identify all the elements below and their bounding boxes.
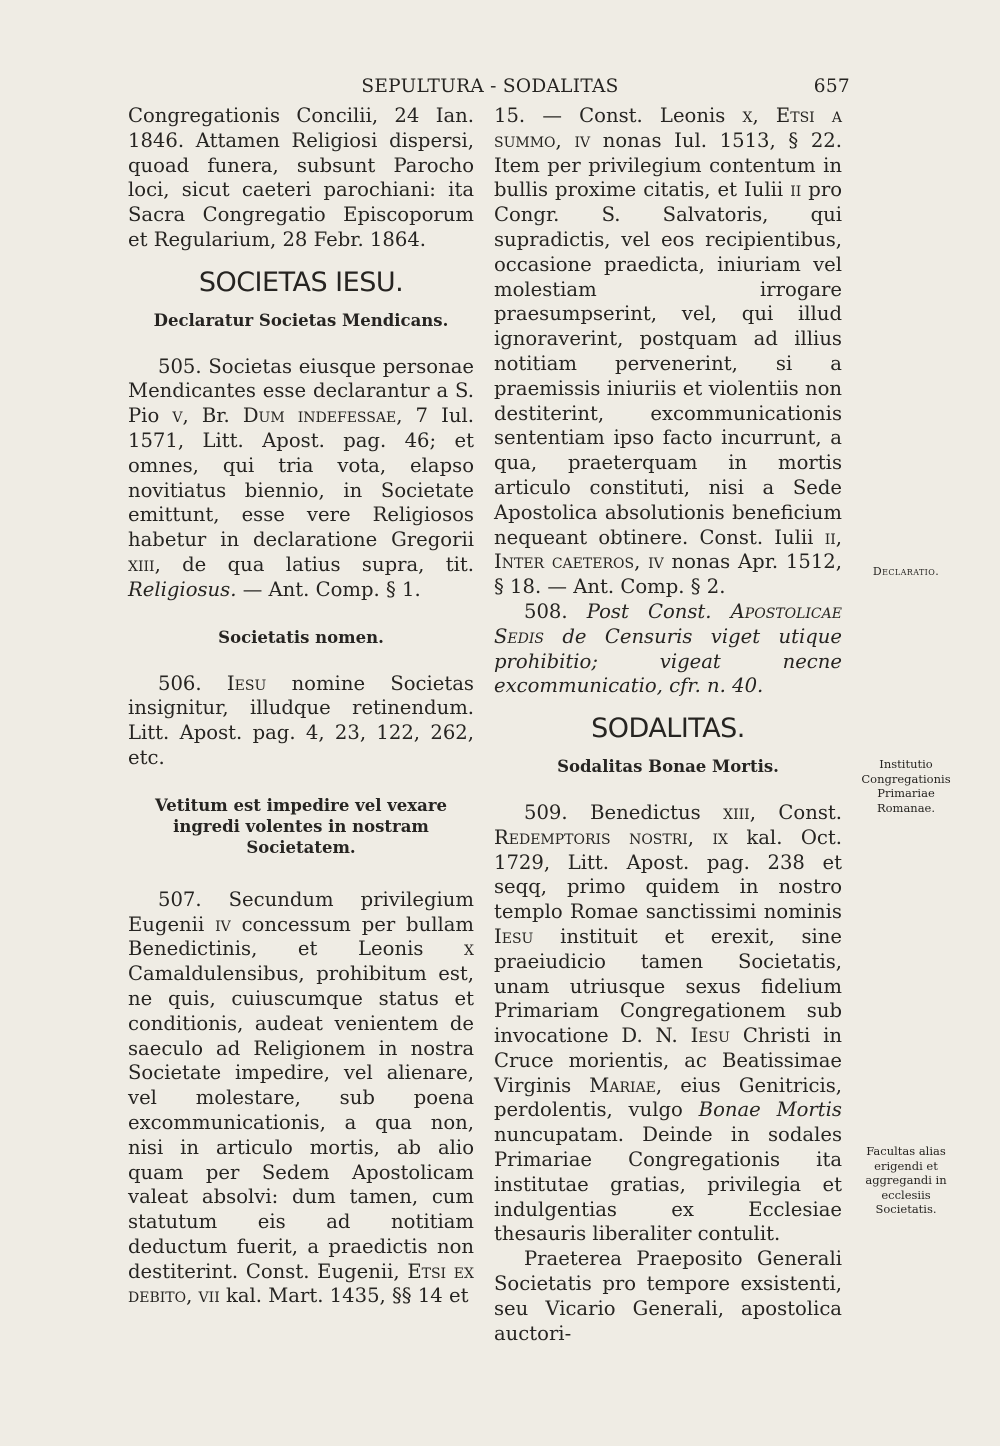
paragraph-506: 506. Iesu nomine Societas insignitur, illudque retinendum. Litt. Apost. pag. 4, 23, 122, 262, etc. <box>128 671 474 769</box>
page-number: 657 <box>813 76 850 97</box>
left-column <box>128 104 474 1309</box>
paragraph-continued-right: 15. — Const. Leonis x, Etsi a summo, iv nonas Iul. 1513, § 22. Item per privilegium contentum in bullis proxime citatis, et Iulii ii pro Congr. S. Salvatoris, qui supradictis, vel eos recipientibus, occasione praedicta, iniuriam vel molestiam irrogare praesumpserint, vel, qui illud ignoraverint, postquam ad illius notitiam pervenerint, si a praemissis iniuriis et violentiis non destiterint, excommunicationis sententiam ipso facto incurrunt, a qua, praeterquam in mortis articulo constituti, nisi a Sede Apostolica absolutionis beneficium nequeant obtinere. Const. Iulii ii, Inter caeteros, iv nonas Apr. 1512, § 18. — Ant. Comp. § 2. <box>494 104 843 599</box>
margin-note-facultas: Facultas alias erigendi et aggregandi in ecclesiis Societatis. <box>865 1144 947 1216</box>
paragraph-509: 509. Benedictus xiii, Const. Redemptoris nostri, ix kal. Oct. 1729, Litt. Apost. pag. 238 et seqq, primo quidem in nostro templo Romae sanctissimi nominis Iesu instituit et erexit, sine praeiudicio tamen Societatis, unam utriusque sexus fidelium Primariam Congregationem sub invocatione D. N. Iesu Christi in Cruce morientis, ac Beatissimae Virginis Mariae, eius Genitricis, perdolentis, vulgo Bonae Mortis nuncupatam. Deinde in sodales Primariae Congregationis ita institutae gratias, privilegia et indulgentias ex Ecclesiae thesauris liberaliter contulit. <box>494 800 843 1246</box>
section-title-sodalitas: SODALITAS. <box>591 713 745 745</box>
subheading-nomen: Societatis nomen. <box>218 627 384 647</box>
paragraph-508: 508. Post Const. Apostolicae Sedis de Censuris viget utique prohibitio; vigeat necne excommunicatio, cfr. n. 40. <box>494 599 842 698</box>
subheading-bonae-mortis: Sodalitas Bonae Mortis. <box>557 756 779 776</box>
subheading-vetitum: Vetitum est impedire vel vexare ingredi volentes in nostram Societatem. <box>154 795 448 857</box>
right-column <box>494 104 842 1346</box>
running-title: SEPULTURA - SODALITAS <box>361 76 619 97</box>
margin-note-institutio: Institutio Congregationis Primariae Romanae. <box>861 757 951 815</box>
paragraph-507: 507. Secundum privilegium Eugenii iv concessum per bullam Benedictinis, et Leonis x Camaldulensibus, prohibitum est, ne quis, cuiuscumque status et conditionis, audeat venientem de saeculo ad Religionem in nostra Societate impedire, vel alienare, vel molestare, sub poena excommunicationis, a qua non, nisi in articulo mortis, ab alio quam per Sedem Apostolicam valeat absolvi: dum tamen, cum statutum eis ad notitiam deductum fuerit, a praedictis non destiterint. Const. Eugenii, Etsi ex debito, vii kal. Mart. 1435, §§ 14 et <box>128 887 475 1308</box>
section-title-societas: SOCIETAS IESU. <box>198 266 404 298</box>
paragraph-505: 505. Societas eiusque personae Mendicantes esse declarantur a S. Pio v, Br. Dum indefessae, 7 Iul. 1571, Litt. Apost. pag. 46; et omnes, qui tria vota, elapso novitiatus biennio, in Societate emittunt, esse vere Religiosos habetur in declaratione Gregorii xiii, de qua latius supra, tit. Religiosus. — Ant. Comp. § 1. <box>128 354 474 601</box>
subheading-mendicans: Declaratur Societas Mendicans. <box>153 310 449 330</box>
paragraph-praeterea: Praeterea Praeposito Generali Societatis pro tempore exsistenti, seu Vicario Generali, apostolica auctori- <box>494 1247 842 1345</box>
paragraph-continued: Congregationis Concilii, 24 Ian. 1846. Attamen Religiosi dispersi, quoad funera, subsunt Parocho loci, sicut caeteri parochiani: ita Sacra Congregatio Episcoporum et Regularium, 28 Febr. 1864. <box>128 104 474 251</box>
margin-note-declaratio: Declaratio. <box>872 565 940 578</box>
